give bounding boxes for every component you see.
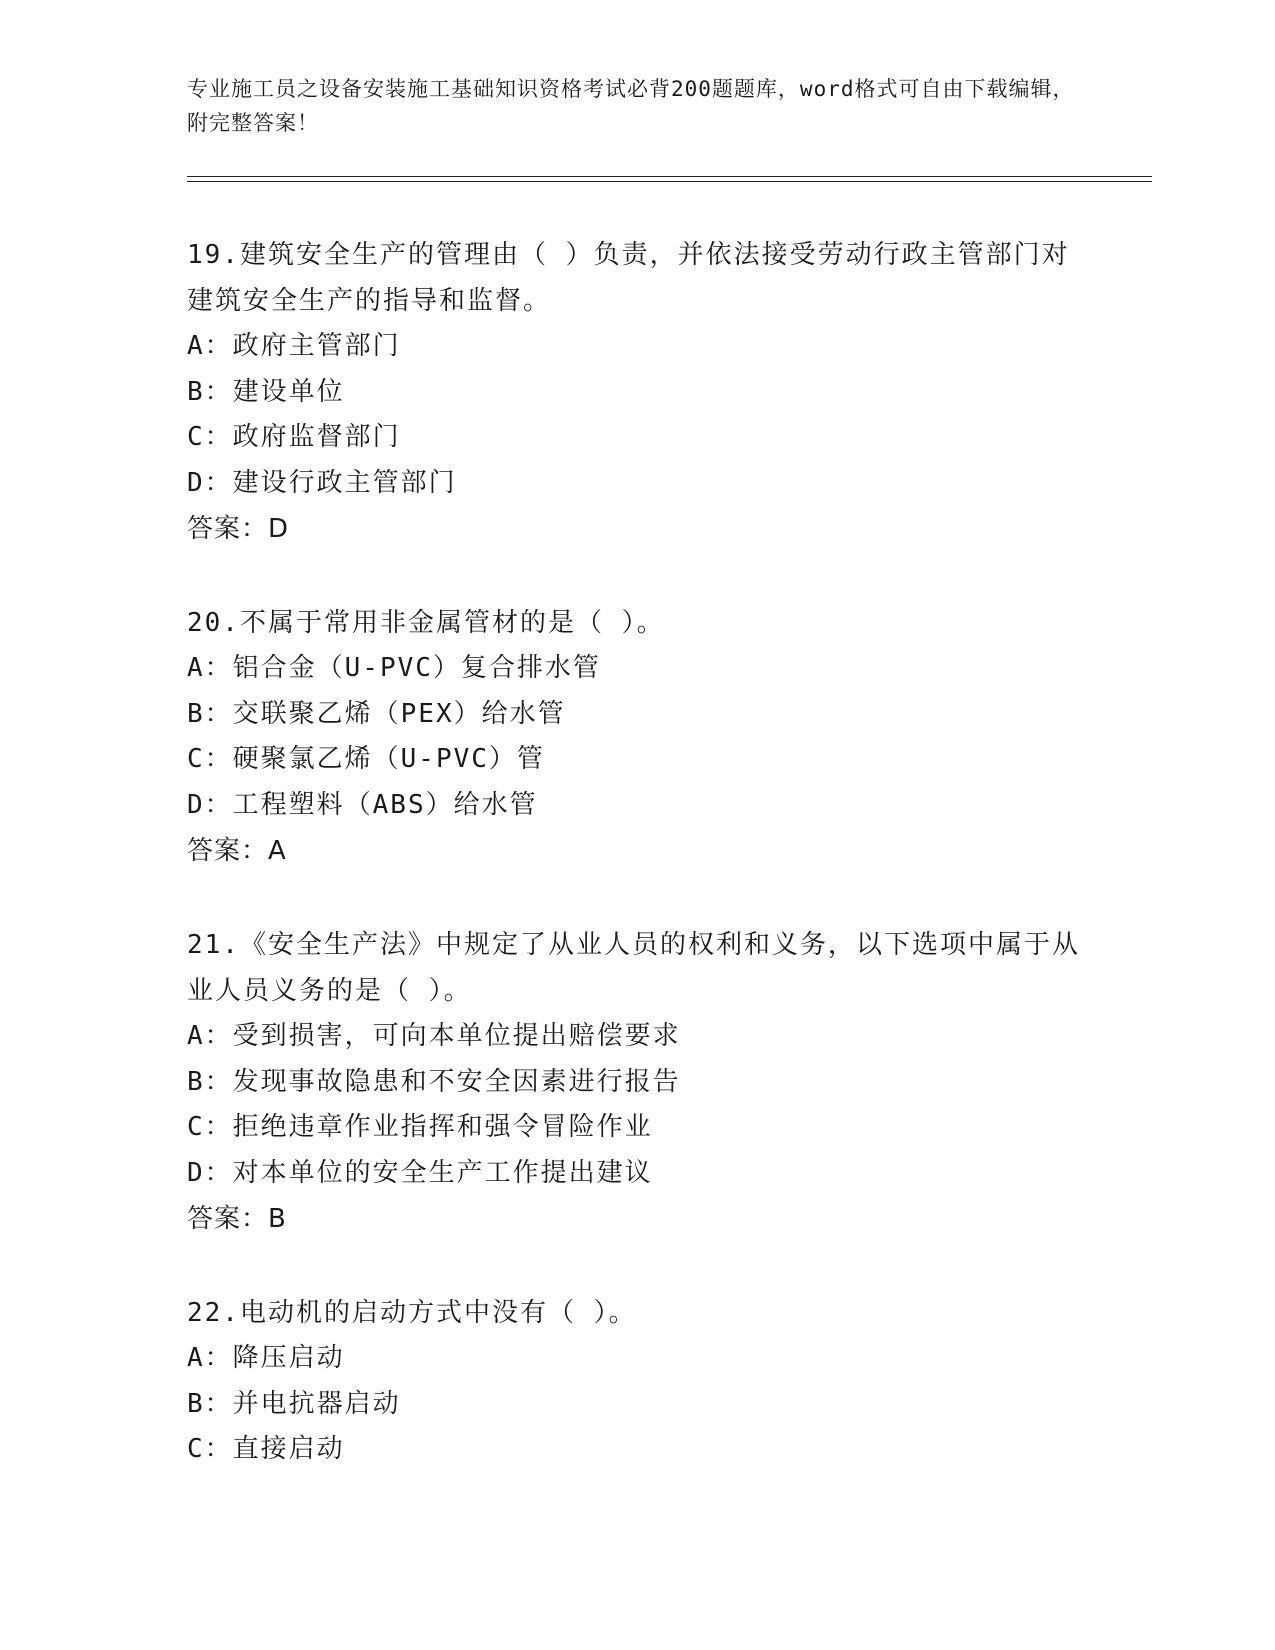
question-22 (187, 1290, 1087, 1473)
question-21 (187, 922, 1087, 1242)
question-list (187, 232, 1087, 1521)
question-text: 20.不属于常用非金属管材的是（ ）。 (187, 608, 665, 638)
answer-label: 答案：B (187, 1204, 287, 1234)
option-b: B：并电抗器启动 (187, 1388, 401, 1419)
option-c: C：直接启动 (187, 1434, 345, 1464)
header-divider-bottom (187, 181, 1152, 182)
header-divider-top (187, 176, 1152, 177)
option-a: A：铝合金（U-PVC）复合排水管 (187, 653, 601, 683)
question-20 (187, 600, 1087, 874)
question-text: 22.电动机的启动方式中没有（ ）。 (187, 1298, 637, 1328)
option-a: A：降压启动 (187, 1343, 345, 1373)
option-c: C：硬聚氯乙烯（U-PVC）管 (187, 744, 545, 774)
option-d: D：对本单位的安全生产工作提出建议 (187, 1157, 653, 1188)
question-19 (187, 232, 1087, 552)
question-text: 19.建筑安全生产的管理由（ ）负责，并依法接受劳动行政主管部门对建筑安全生产的指导和监督。 (187, 240, 1070, 316)
question-text: 21.《安全生产法》中规定了从业人员的权利和义务，以下选项中属于从业人员义务的是（ ）。 (187, 930, 1080, 1006)
option-c: C：拒绝违章作业指挥和强令冒险作业 (187, 1112, 653, 1142)
option-a: A：政府主管部门 (187, 331, 401, 361)
document-header-title: 专业施工员之设备安装施工基础知识资格考试必背200题题库，word格式可自由下载编辑，附完整答案！ (187, 77, 1075, 135)
option-d: D：建设行政主管部门 (187, 467, 457, 498)
option-b: B：发现事故隐患和不安全因素进行报告 (187, 1066, 681, 1097)
option-b: B：建设单位 (187, 376, 345, 407)
option-b: B：交联聚乙烯（PEX）给水管 (187, 698, 566, 729)
option-a: A：受到损害，可向本单位提出赔偿要求 (187, 1021, 681, 1051)
answer-label: 答案：D (187, 514, 290, 544)
option-c: C：政府监督部门 (187, 422, 401, 452)
option-d: D：工程塑料（ABS）给水管 (187, 789, 538, 820)
answer-label: 答案：A (187, 836, 287, 866)
